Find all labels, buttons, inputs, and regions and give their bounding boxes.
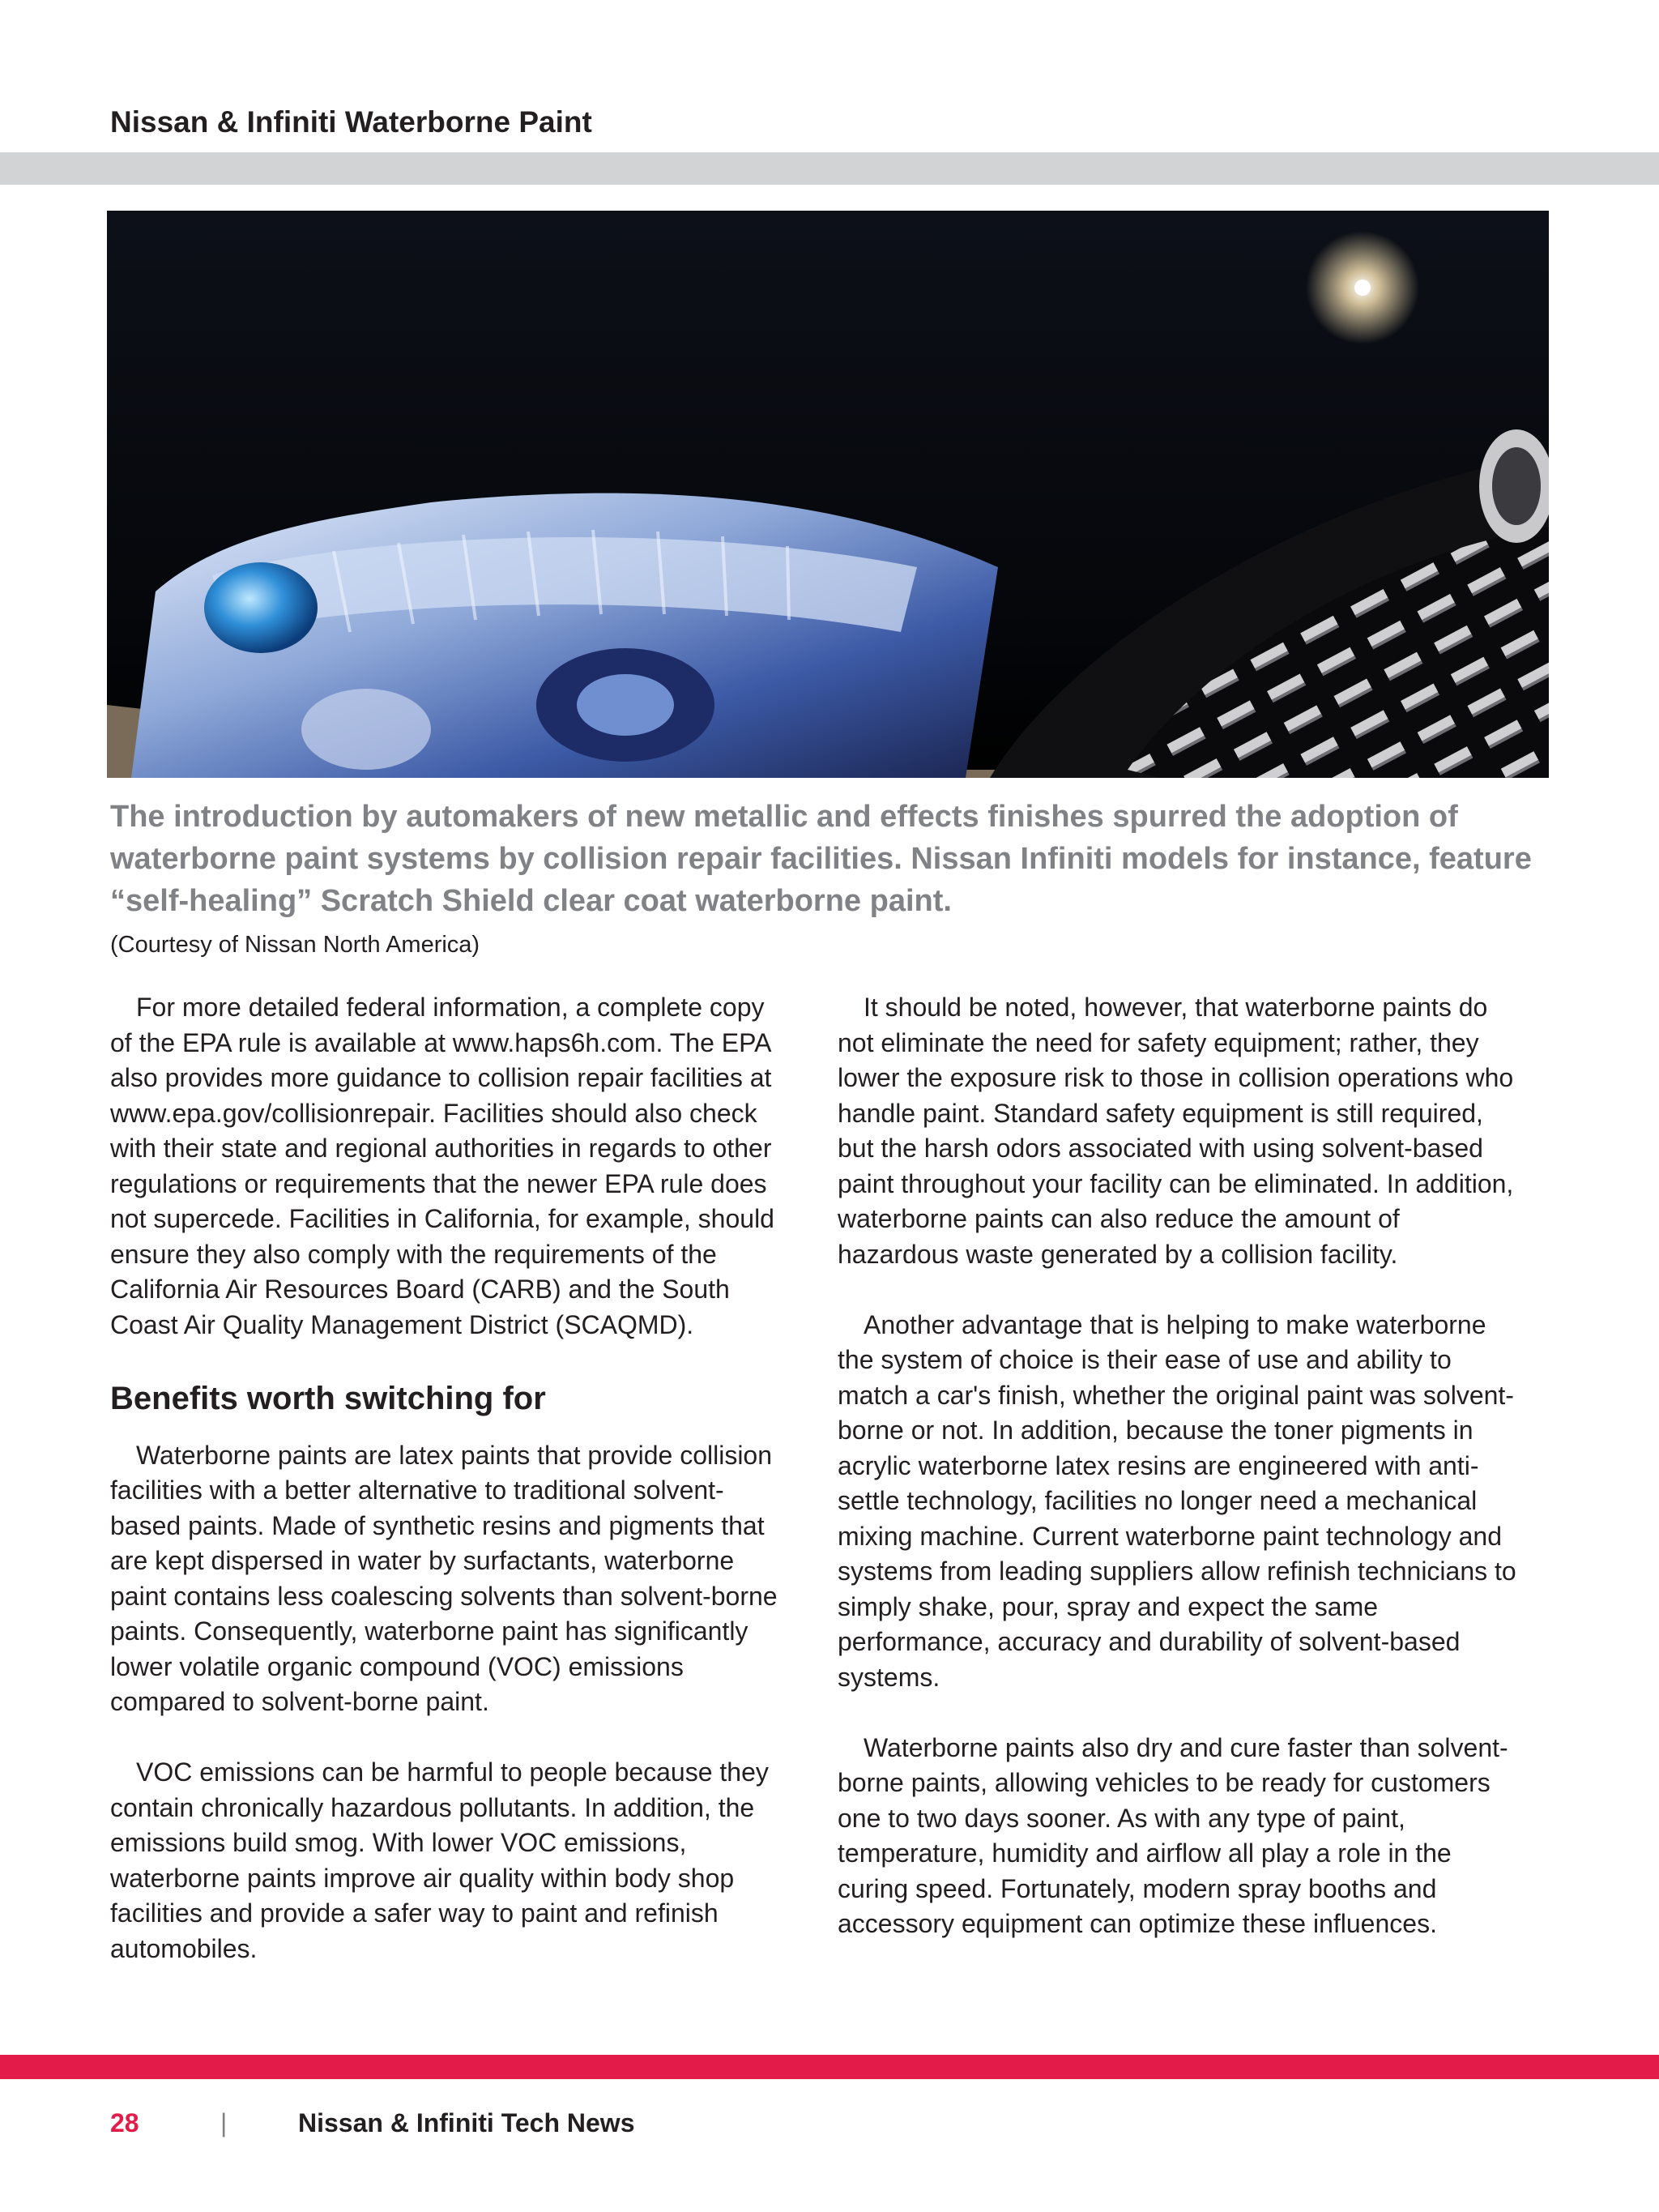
left-column [110,990,791,2002]
body-paragraph: Waterborne paints are latex paints that provide collision facilities with a better alternative to traditional solvent-based paints. Made of synthetic resins and pigments that are kept dispersed in water by surfactants, waterborne paint contains less coalescing solvents than solvent-borne paints. Consequently, waterborne paint has significantly lower volatile organic compound (VOC) emissions compared to solvent-borne paint. [110,1440,778,1716]
publication-title: Nissan & Infiniti Tech News [298,2108,635,2137]
page-number: 28 [110,2108,139,2137]
right-column [838,990,1518,1977]
section-heading: Benefits worth switching for [110,1380,546,1416]
body-paragraph: It should be noted, however, that waterborne paints do not eliminate the need for safety equipment; rather, they lower the exposure risk to those in collision operations who handle paint. Standard safety equipment is still required, but the harsh odors associated with using solvent-based paint throughout your facility can be eliminated. In addition, waterborne paints can also reduce the amount of hazardous waste generated by a collision facility. [838,993,1514,1269]
figure-caption: The introduction by automakers of new metallic and effects finishes spurred the adoption of waterborne paint systems by collision repair facilities. Nissan Infiniti models for instance, feature “self-healing” Scratch Shield clear coat waterborne paint. [110,800,1532,918]
car-headlight-photo [107,211,1549,778]
footer-rule [0,2055,1659,2079]
body-paragraph: For more detailed federal information, a complete copy of the EPA rule is available at www.haps6h.com. The EPA also provides more guidance to collision repair facilities at www.epa.gov/collisionrepair. Facilities should also check with their state and regional authorities in regards to other regulations or requirements that the newer EPA rule does not supercede. Facilities in California, for example, should ensure they also comply with the requirements of the California Air Resources Board (CARB) and the South Coast Air Quality Management District (SCAQMD). [110,993,774,1339]
figure-credit: (Courtesy of Nissan North America) [110,932,480,958]
body-paragraph: Another advantage that is helping to make waterborne the system of choice is their ease of use and ability to match a car's finish, whether the original paint was solvent-borne or not. In addition, because the toner pigments in acrylic waterborne latex resins are engineered with anti-settle technology, facilities no longer need a mechanical mixing machine. Current waterborne paint technology and systems from leading suppliers allow refinish technicians to simply shake, pour, spray and expect the same performance, accuracy and durability of solvent-based systems. [838,1309,1516,1692]
running-title: Nissan & Infiniti Waterborne Paint [110,105,592,139]
body-paragraph: VOC emissions can be harmful to people because they contain chronically hazardous pollutants. In addition, the emissions build smog. With lower VOC emissions, waterborne paints improve air quality within body shop facilities and provide a safer way to paint and refinish automobiles. [110,1757,769,1963]
body-paragraph: Waterborne paints also dry and cure faster than solvent-borne paints, allowing vehicles to be ready for customers one to two days sooner. As with any type of paint, temperature, humidity and airflow all play a role in the curing speed. Fortunately, modern spray booths and accessory equipment can optimize these influences. [838,1732,1508,1938]
footer-separator: | [220,2108,228,2137]
header-band [0,152,1659,185]
